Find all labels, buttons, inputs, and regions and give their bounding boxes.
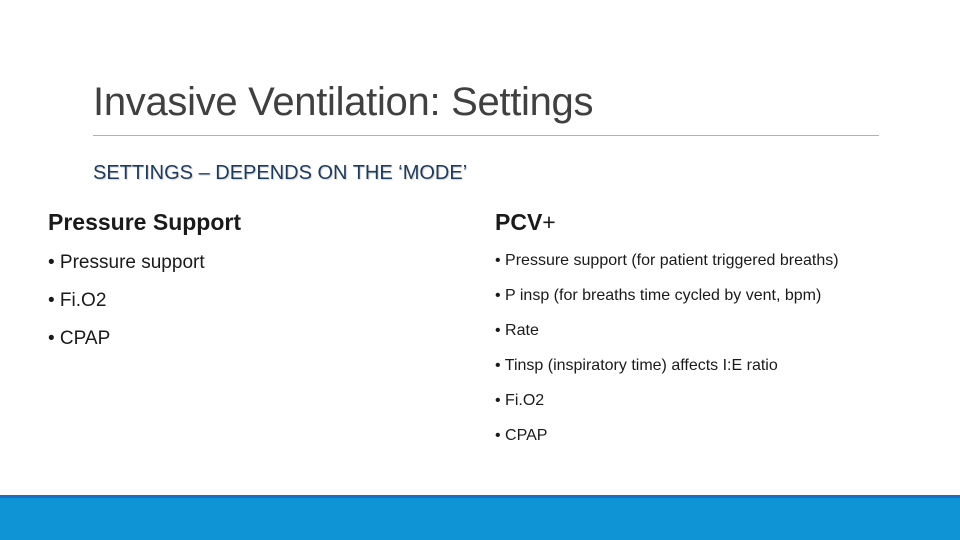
left-column (48, 206, 448, 350)
list-item: • CPAP (48, 328, 111, 349)
list-item: • Fi.O2 (48, 290, 107, 311)
right-column (495, 206, 945, 445)
list-item: • Rate (495, 322, 539, 339)
list-item: • Tinsp (inspiratory time) affects I:E ratio (495, 357, 778, 374)
left-column-heading: Pressure Support (48, 209, 241, 235)
right-column-heading-text: PCV (495, 209, 543, 235)
left-column-list (48, 252, 448, 350)
slide-title: Invasive Ventilation: Settings (93, 80, 594, 124)
list-item: • Pressure support (48, 252, 205, 273)
list-item: • P insp (for breaths time cycled by vent, bpm) (495, 287, 822, 304)
title-divider (93, 135, 879, 136)
right-column-list (495, 252, 945, 445)
list-item: • CPAP (495, 427, 548, 444)
slide-subtitle: SETTINGS – DEPENDS ON THE ‘MODE’ (93, 162, 468, 184)
footer-band (0, 498, 960, 540)
list-item: • Fi.O2 (495, 392, 545, 409)
right-column-heading-suffix: + (542, 209, 556, 235)
list-item: • Pressure support (for patient triggered breaths) (495, 252, 839, 269)
right-column-heading (495, 206, 945, 242)
